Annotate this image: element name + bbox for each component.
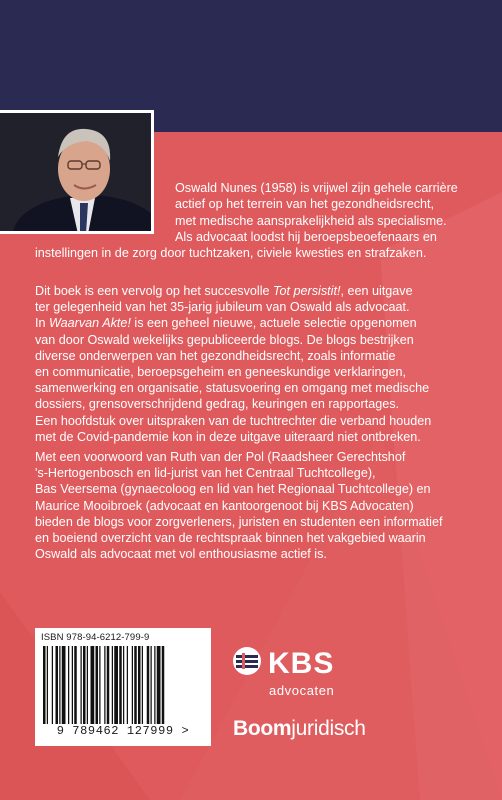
- intro-line: dossiers, grensoverschrijdend gedrag, keuringen en rapportages.: [35, 397, 400, 412]
- barcode-bar: [162, 646, 165, 724]
- intro-line: In Waarvan Akte! is een geheel nieuwe, actuele selectie opgenomen: [35, 316, 417, 331]
- barcode-bar: [68, 646, 69, 724]
- intro-line: en communicatie, beroepsgeheim en geneeskundige verklaringen,: [35, 365, 407, 380]
- barcode-bar: [96, 646, 99, 724]
- barcode-bar: [104, 646, 105, 724]
- intro-line: Een hoofdstuk over uitspraken van de tuchtrechter die verband houden: [35, 413, 432, 428]
- barcode-bar: [154, 646, 155, 724]
- publisher-part2: juridisch: [291, 717, 366, 740]
- barcode-bar: [107, 646, 110, 724]
- intro-line: diverse onderwerpen van het gezondheidsrecht, zoals informatie: [35, 348, 396, 363]
- bio-line: met medische aansprakelijkheid als specialisme.: [175, 213, 447, 228]
- bio-line: Oswald Nunes (1958) is vrijwel zijn gehele carrière: [175, 181, 458, 195]
- bio-line: actief op het terrein van het gezondheidsrecht,: [175, 197, 435, 212]
- intro-paragraph: [35, 283, 431, 445]
- intro-line: ter gelegenheid van het 35-jarig jubileum van Oswald als advocaat.: [35, 300, 410, 315]
- barcode-bar: [142, 646, 143, 724]
- barcode-bar: [91, 646, 95, 724]
- barcode-bar: [132, 646, 133, 724]
- foreword-line: bieden de blogs voor zorgverleners, juristen en studenten een informatief: [35, 514, 443, 529]
- barcode-bar: [112, 646, 113, 724]
- foreword-line: Maurice Mooibroek (advocaat en kantoorgenoot bij KBS Advocaten): [35, 498, 414, 513]
- barcode-box: [35, 628, 211, 746]
- barcode-bar: [83, 646, 86, 724]
- barcode-bar: [127, 646, 128, 724]
- barcode-bar: [123, 646, 124, 724]
- barcode-bar: [99, 646, 100, 724]
- intro-line: samenwerking en organisatie, statusvoering en omgang met medische: [35, 381, 430, 396]
- barcode-bar: [59, 646, 60, 724]
- barcode-bar: [119, 646, 122, 724]
- foreword-line: en boeiend overzicht van de rechtspraak binnen het vakgebied waarin: [35, 531, 426, 546]
- isbn-text: ISBN 978-94-6212-799-9: [41, 632, 150, 643]
- author-bio: [0, 180, 458, 261]
- foreword-paragraph: [35, 449, 442, 562]
- intro-line: van door Oswald wekelijks gepubliceerde blogs. De blogs bestrijken: [35, 332, 414, 347]
- barcode-bar: [157, 646, 161, 724]
- barcode-bar: [151, 646, 152, 724]
- foreword-line: Oswald als advocaat met vol enthousiasme actief is.: [35, 547, 327, 562]
- bio-line: instellingen in de zorg door tuchtzaken, civiele kwesties en strafzaken.: [35, 246, 427, 261]
- foreword-line: Bas Veersema (gynaecoloog en lid van het Regionaal Tuchtcollege) en: [35, 482, 431, 497]
- publisher-part1: Boom: [233, 717, 292, 740]
- barcode-bar: [72, 646, 73, 724]
- intro-line: met de Covid-pandemie kon in deze uitgave uiteraard niet ontbreken.: [35, 429, 421, 444]
- barcode-bar: [114, 646, 118, 724]
- barcode-bar: [138, 646, 141, 724]
- book-title-italic: Waarvan Akte!: [49, 316, 131, 331]
- kbs-logo-subtitle: advocaten: [269, 683, 335, 698]
- intro-line: Dit boek is een vervolg op het succesvolle Tot persistit!, een uitgave: [35, 284, 413, 298]
- barcode-bars: [43, 646, 203, 726]
- barcode-bar: [43, 646, 46, 724]
- barcode-bar: [52, 646, 53, 724]
- barcode-bar: [74, 646, 77, 724]
- kbs-logo-text: KBS: [268, 647, 335, 680]
- barcode-bar: [62, 646, 66, 724]
- foreword-line: Met een voorwoord van Ruth van der Pol (Raadsheer Gerechtshof: [35, 450, 406, 464]
- barcode-bar: [147, 646, 150, 724]
- barcode-bar: [134, 646, 137, 724]
- foreword-line: 's-Hertogenbosch en lid-jurist van het Centraal Tuchtcollege),: [35, 466, 376, 481]
- barcode-bar: [81, 646, 82, 724]
- bio-line: Als advocaat loodst hij beroepsbeoefenaars en: [175, 229, 437, 244]
- book-title-italic: Tot persistit!: [273, 284, 341, 298]
- barcode-bar: [47, 646, 48, 724]
- kbs-logo-icon: [232, 646, 262, 676]
- barcode-bar: [87, 646, 88, 724]
- barcode-digits: 9 789462 127999 >: [56, 724, 190, 738]
- barcode-bar: [56, 646, 59, 724]
- publisher-logo: [233, 717, 366, 741]
